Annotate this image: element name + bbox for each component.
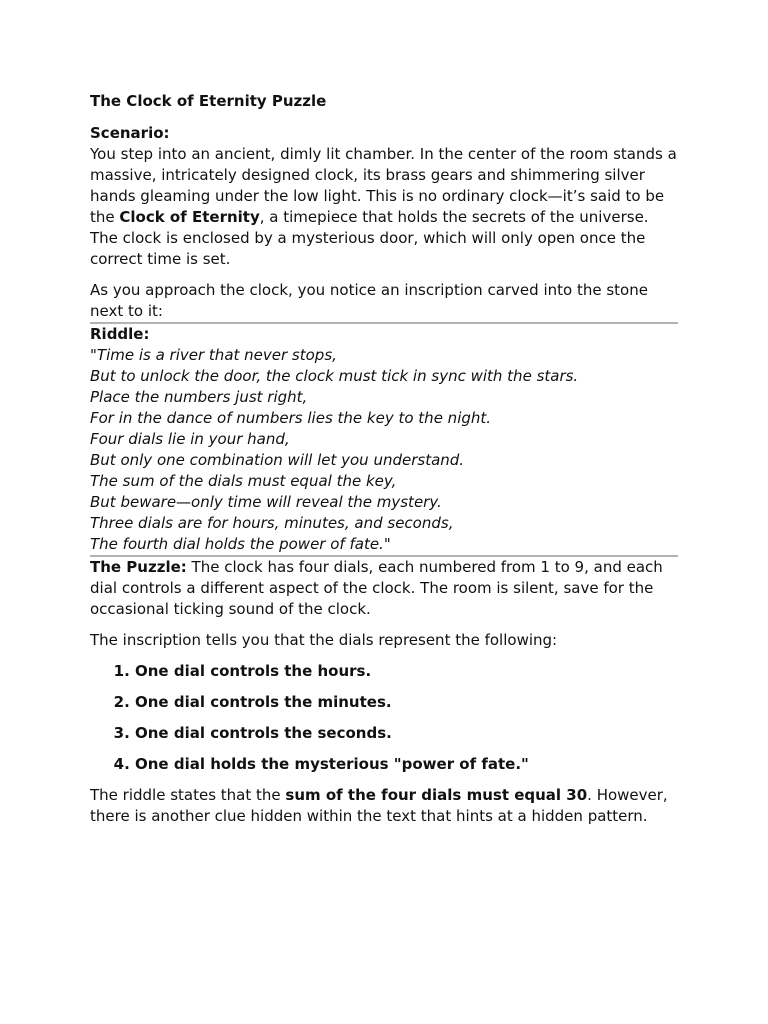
list-item: 2. One dial controls the minutes. — [135, 692, 678, 713]
list-item: 3. One dial controls the seconds. — [135, 723, 678, 744]
riddle-line: But beware—only time will reveal the mystery. — [90, 493, 442, 511]
riddle-verse — [90, 345, 678, 555]
list-item: 1. One dial controls the hours. — [135, 661, 678, 682]
riddle-line: Place the numbers just right, — [90, 388, 308, 406]
puzzle-text-3b: . However, there is another clue hidden within the text that hints at a hidden pattern. — [90, 786, 668, 825]
puzzle-text-1: The clock has four dials, each numbered from 1 to 9, and each dial controls a different aspect of the clock. The room is silent, save for the occasional ticking sound of the clock. — [90, 558, 663, 618]
riddle-line: For in the dance of numbers lies the key to the night. — [90, 409, 492, 427]
scenario-paragraph-1 — [90, 144, 678, 270]
list-item: 4. One dial holds the mysterious "power of fate." — [135, 754, 678, 775]
riddle-line: Four dials lie in your hand, — [90, 430, 290, 448]
riddle-line: But only one combination will let you understand. — [90, 451, 465, 469]
scenario-heading: Scenario: — [90, 124, 170, 142]
dials-list — [90, 661, 678, 775]
riddle-close-quote: " — [383, 535, 391, 553]
riddle-line: "Time is a river that never stops, — [90, 346, 337, 364]
puzzle-paragraph-1 — [90, 557, 678, 620]
sum-clue-bold: sum of the four dials must equal 30 — [285, 786, 588, 804]
scenario-text-1: You step into an ancient, dimly lit chamber. In the center of the room stands a massive, intricately designed clock, its brass gears and shimmering silver hands gleaming under the low light. This is no ordinary clock—it’s said to be the — [90, 145, 677, 226]
puzzle-paragraph-3 — [90, 785, 678, 827]
riddle-line: But to unlock the door, the clock must tick in sync with the stars. — [90, 367, 579, 385]
riddle-line: The fourth dial holds the power of fate." — [90, 535, 391, 553]
riddle-line: Three dials are for hours, minutes, and seconds, — [90, 514, 454, 532]
document-title: The Clock of Eternity Puzzle — [90, 92, 327, 110]
puzzle-heading: The Puzzle: — [90, 558, 187, 576]
document-page — [90, 0, 678, 827]
riddle-line: The sum of the dials must equal the key, — [90, 472, 397, 490]
riddle-open-quote: " — [90, 346, 97, 364]
riddle-heading: Riddle: — [90, 325, 150, 343]
puzzle-text-3a: The riddle states that the — [90, 786, 286, 804]
scenario-text-2: , a timepiece that holds the secrets of the universe. The clock is enclosed by a mysterious door, which will only open once the correct time is set. — [90, 208, 649, 268]
puzzle-paragraph-2: The inscription tells you that the dials represent the following: — [90, 631, 558, 649]
clock-of-eternity-bold: Clock of Eternity — [119, 208, 260, 226]
scenario-paragraph-2: As you approach the clock, you notice an inscription carved into the stone next to it: — [90, 281, 648, 320]
